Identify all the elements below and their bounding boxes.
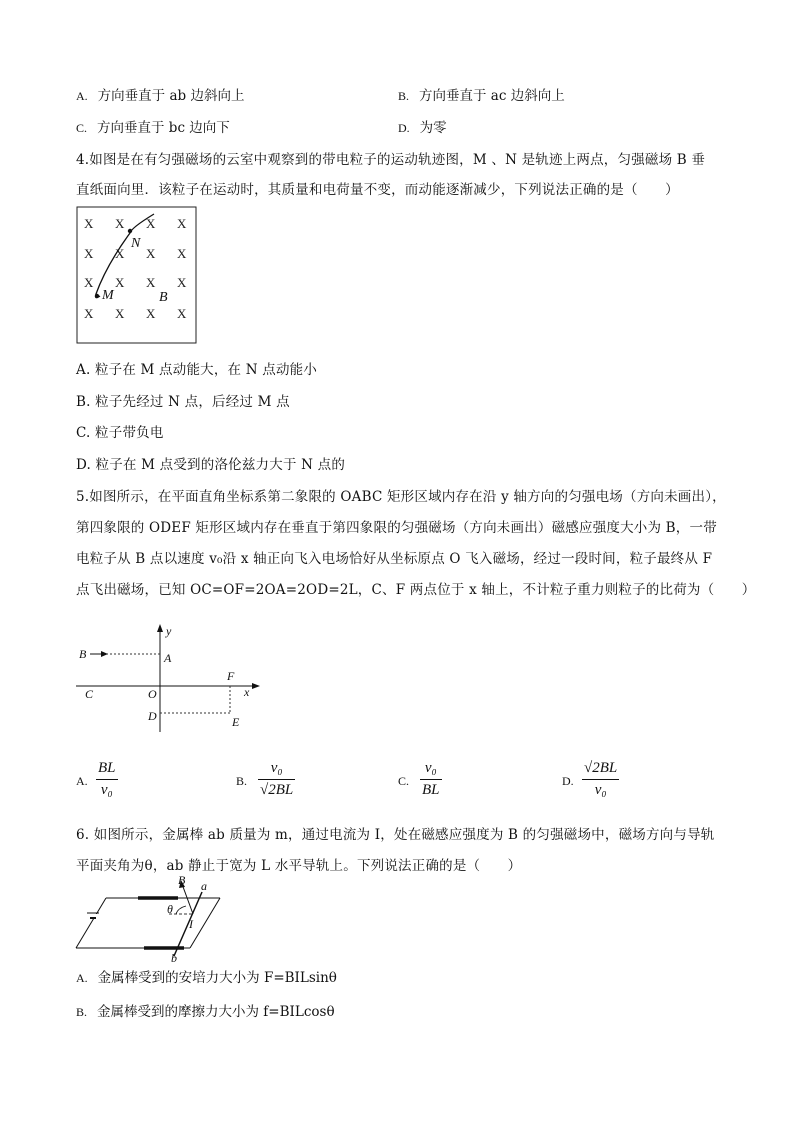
q4-option-b-label: B. <box>76 394 91 410</box>
q5-option-c-fraction <box>420 760 442 799</box>
q5-label-c: C <box>85 687 94 701</box>
q4-cross: X <box>115 275 125 290</box>
q4-option-d-text: 粒子在 M 点受到的洛伦兹力大于 N 点的 <box>95 457 346 473</box>
q5-option-d-numerator: √2BL <box>584 760 618 776</box>
q5-option-b-fraction <box>258 760 295 799</box>
q4-cross: X <box>177 275 187 290</box>
q3-option-d <box>398 116 447 136</box>
q5-option-b-bar <box>258 779 295 780</box>
q5-option-a-label: A. <box>76 774 88 788</box>
q4-point-n-dot <box>128 229 132 233</box>
q4-cross: X <box>177 216 187 231</box>
q5-x-axis-arrow <box>252 683 260 689</box>
q6-rail-right <box>190 898 220 948</box>
q6-theta-arc <box>176 906 186 914</box>
q4-cloud-chamber-figure <box>76 206 198 344</box>
q4-label-m: M <box>102 288 114 303</box>
q6-rail-left <box>76 898 106 948</box>
q6-option-b-text: 金属棒受到的摩擦力大小为 f=BILcosθ <box>97 1004 335 1020</box>
q3-option-b-label: B. <box>398 89 410 103</box>
q6-option-b-label: B. <box>76 1005 88 1019</box>
q4-cross: X <box>84 246 94 261</box>
q4-cross: X <box>177 246 187 261</box>
q4-option-c <box>76 421 164 441</box>
q5-option-d-bar <box>582 779 619 780</box>
q3-option-c-label: C. <box>76 121 88 135</box>
q4-option-d <box>76 453 345 473</box>
q6-option-a-text: 金属棒受到的安培力大小为 F=BILsinθ <box>97 970 337 986</box>
q4-label-n: N <box>131 236 141 251</box>
q6-label-b: B <box>178 876 186 887</box>
q4-cross: X <box>84 216 94 231</box>
q4-option-a-label: A. <box>76 362 91 378</box>
q5-label-x: x <box>244 685 250 699</box>
q5-option-a-numerator: BL <box>98 760 116 776</box>
q5-option-a-fraction <box>96 760 118 799</box>
q5-option-b-denominator: √2BL <box>260 782 294 798</box>
q6-b-field-line <box>182 884 193 914</box>
q3-option-c-text: 方向垂直于 bc 边向下 <box>97 120 230 136</box>
q6-label-i: I <box>189 917 193 931</box>
q5-option-d-denominator: v₀ <box>594 782 607 798</box>
q5-option-c-bar <box>420 779 442 780</box>
q3-option-c <box>76 116 230 136</box>
q5-option-b-numerator: v₀ <box>270 760 283 776</box>
q5-label-b: B <box>79 647 87 661</box>
q5-option-c-numerator: v₀ <box>424 760 437 776</box>
q4-option-b <box>76 390 290 410</box>
q3-option-a <box>76 84 244 104</box>
q3-option-d-label: D. <box>398 121 410 135</box>
q4-cross: X <box>84 306 94 321</box>
q5-label-o: O <box>148 687 157 701</box>
q4-cross: X <box>146 246 156 261</box>
q4-option-a-text: 粒子在 M 点动能大，在 N 点动能小 <box>94 362 318 378</box>
q6-stem-line2: 平面夹角为θ，ab 静止于宽为 L 水平导轨上。下列说法正确的是（ ） <box>76 858 522 874</box>
q5-label-d: D <box>148 709 157 723</box>
q4-option-b-text: 粒子先经过 N 点，后经过 M 点 <box>95 394 290 410</box>
q3-option-a-label: A. <box>76 89 88 103</box>
q3-option-d-text: 为零 <box>419 120 447 136</box>
q6-stem-line1: 6. 如图所示，金属棒 ab 质量为 m，通过电流为 I，处在磁感应强度为 B 的匀强磁场中，磁场方向与导轨 <box>76 827 715 843</box>
q6-option-a <box>76 966 337 986</box>
q4-point-m-dot <box>95 294 99 298</box>
q6-rail-figure <box>74 876 224 962</box>
q4-label-b: B <box>159 290 168 305</box>
q4-cross: X <box>115 246 125 261</box>
q6-label-lower-b: b <box>171 951 177 962</box>
q4-cross: X <box>177 306 187 321</box>
q4-stem-line2: 直纸面向里．该粒子在运动时，其质量和电荷量不变，而动能逐渐减少，下列说法正确的是（ ） <box>76 182 679 198</box>
q5-label-a: A <box>164 651 172 665</box>
q5-velocity-arrow <box>101 651 108 657</box>
q5-option-d-fraction <box>582 760 619 799</box>
q4-cross: X <box>146 306 156 321</box>
q4-option-d-label: D. <box>76 457 92 473</box>
q5-y-axis-arrow <box>157 624 163 632</box>
q5-label-f: F <box>227 669 235 683</box>
q5-option-a-bar <box>96 779 118 780</box>
q4-cross: X <box>146 216 156 231</box>
q6-label-a: a <box>201 879 207 893</box>
q5-label-e: E <box>232 715 240 729</box>
q3-option-b-text: 方向垂直于 ac 边斜向上 <box>419 88 565 104</box>
q5-option-c-label: C. <box>398 774 410 788</box>
q5-stem-line4: 点飞出磁场，已知 OC=OF=2OA=2OD=2L，C、F 两点位于 x 轴上，不计粒子重力则粒子的比荷为（ ） <box>76 582 756 598</box>
q6-label-theta: θ <box>167 902 173 916</box>
q4-option-c-text: 粒子带负电 <box>95 425 164 441</box>
q6-option-a-label: A. <box>76 971 88 985</box>
q5-label-y: y <box>166 624 172 638</box>
q5-stem-line1: 5.如图所示，在平面直角坐标系第二象限的 OABC 矩形区域内存在沿 y 轴方向的匀强电场（方向未画出）， <box>76 489 726 505</box>
q3-option-a-text: 方向垂直于 ab 边斜向上 <box>97 88 245 104</box>
q5-option-d-label: D. <box>562 774 574 788</box>
q5-coordinate-figure <box>76 620 266 740</box>
q4-option-a <box>76 358 317 378</box>
q4-cross: X <box>84 275 94 290</box>
q6-option-b <box>76 1000 335 1020</box>
q5-option-c-denominator: BL <box>422 782 440 798</box>
q5-option-b-label: B. <box>236 774 248 788</box>
q5-stem-line3: 电粒子从 B 点以速度 v₀沿 x 轴正向飞入电场恰好从坐标原点 O 飞入磁场，经过一段时间，粒子最终从 F <box>76 551 713 567</box>
q5-stem-line2: 第四象限的 ODEF 矩形区域内存在垂直于第四象限的匀强磁场（方向未画出）磁感应强度大小为 B，一带 <box>76 520 717 536</box>
q5-option-a-denominator: v₀ <box>100 782 113 798</box>
q3-option-b <box>398 84 565 104</box>
q4-cross: X <box>146 275 156 290</box>
q4-cross: X <box>115 306 125 321</box>
q4-cross: X <box>115 216 125 231</box>
q4-option-c-label: C. <box>76 425 91 441</box>
q4-stem-line1: 4.如图是在有匀强磁场的云室中观察到的带电粒子的运动轨迹图，M 、N 是轨迹上两点，匀强磁场 B 垂 <box>76 152 706 168</box>
